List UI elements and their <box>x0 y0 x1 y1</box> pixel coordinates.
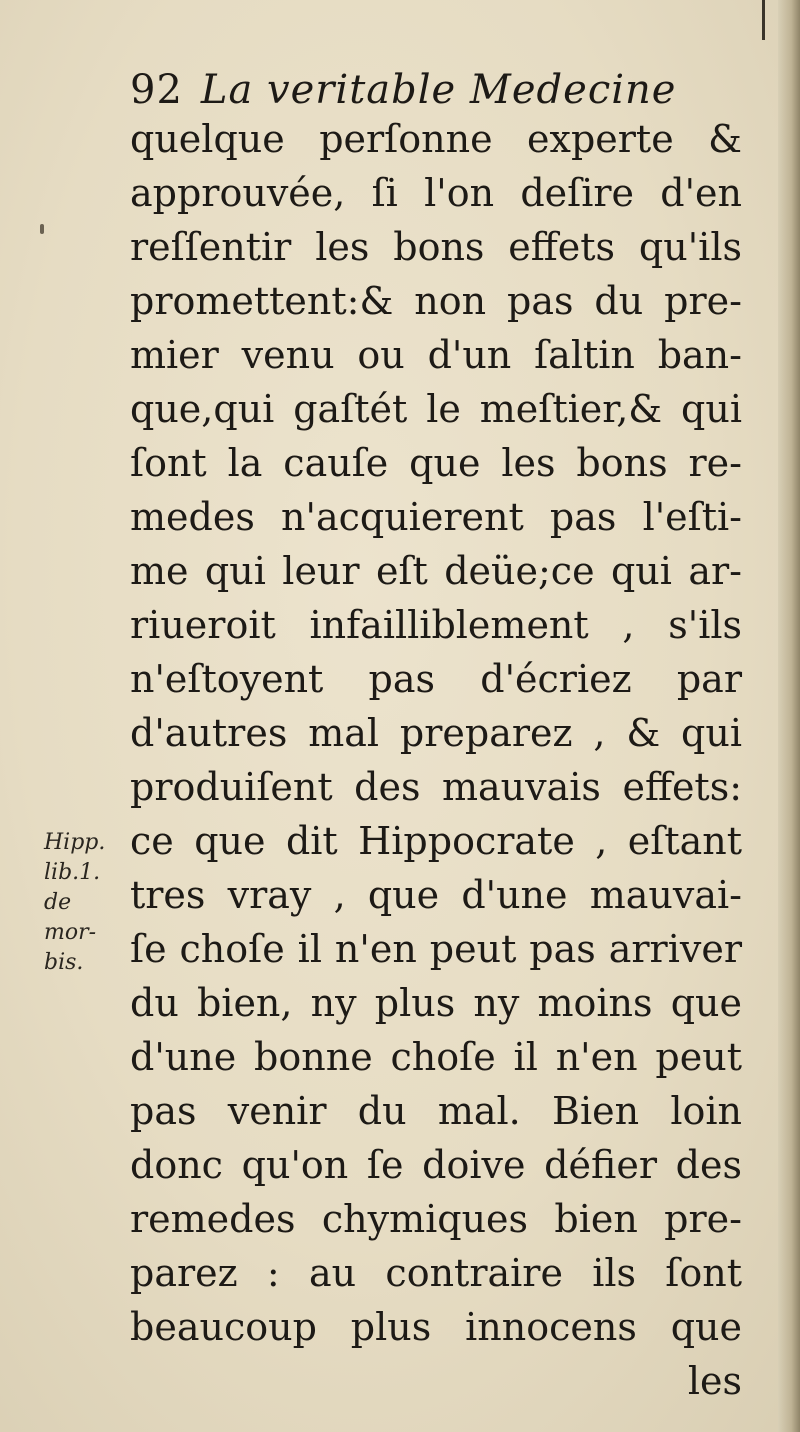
text-line: approuvée, ſi l'on deſire d'en <box>130 171 742 215</box>
text-line: mier venu ou d'un ſaltin ban- <box>130 333 742 377</box>
margin-note-line: bis. <box>44 950 84 975</box>
text-line: produiſent des mauvais effets: <box>130 765 742 809</box>
text-line: ce que dit Hippocrate , eſtant <box>130 819 742 863</box>
page-edge <box>778 0 800 1432</box>
text-line: parez : au contraire ils ſont <box>130 1251 742 1295</box>
margin-note-line: mor- <box>44 920 97 945</box>
margin-note-line: Hipp. <box>44 830 106 855</box>
text-line: remedes chymiques bien pre- <box>130 1197 742 1241</box>
page-header <box>130 66 676 114</box>
text-line: ſe choſe il n'en peut pas arriver <box>130 927 742 971</box>
text-line: promettent:& non pas du pre- <box>130 279 742 323</box>
text-line: ſont la cauſe que les bons re- <box>130 441 742 485</box>
text-line: riueroit infailliblement , s'ils <box>130 603 742 647</box>
text-line: n'eſtoyent pas d'écriez par <box>130 657 742 701</box>
text-line: du bien, ny plus ny moins que <box>130 981 742 1025</box>
ink-spot <box>40 224 44 234</box>
text-line: quelque perſonne experte & <box>130 117 742 161</box>
text-line: reſſentir les bons effets qu'ils <box>130 225 742 269</box>
text-line: beaucoup plus innocens que <box>130 1305 742 1349</box>
margin-note-line: de <box>44 890 72 915</box>
text-line: me qui leur eſt deüe;ce qui ar- <box>130 549 742 593</box>
text-line: medes n'acquierent pas l'eſti- <box>130 495 742 539</box>
text-line: que,qui gaſtét le meſtier,& qui <box>130 387 742 431</box>
body-text <box>130 112 742 1408</box>
catchword: les <box>687 1359 742 1403</box>
margin-note <box>44 828 114 978</box>
binding-mark <box>762 0 765 40</box>
text-line: pas venir du mal. Bien loin <box>130 1089 742 1133</box>
text-line: tres vray , que d'une mauvai- <box>130 873 742 917</box>
text-line: d'une bonne choſe il n'en peut <box>130 1035 742 1079</box>
text-line: d'autres mal preparez , & qui <box>130 711 742 755</box>
running-title: La veritable Medecine <box>200 67 677 113</box>
margin-note-line: lib.1. <box>44 860 101 885</box>
text-line: donc qu'on ſe doive défier des <box>130 1143 742 1187</box>
page-number: 92 <box>130 67 183 113</box>
